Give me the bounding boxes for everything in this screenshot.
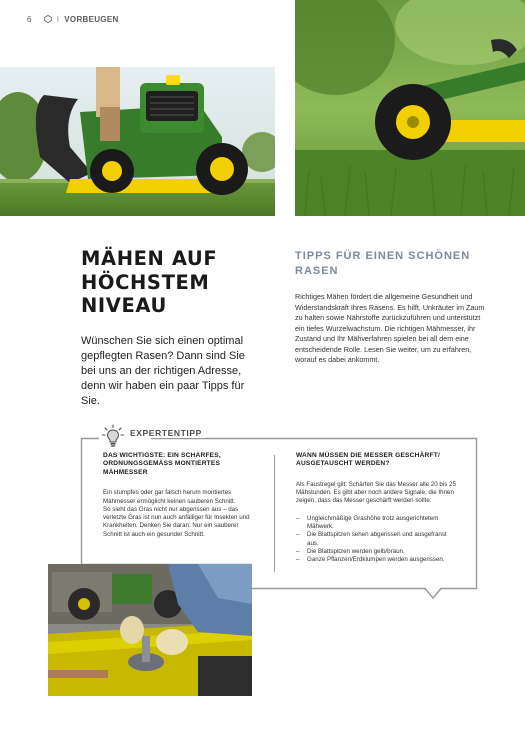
tip-question: DAS WICHTIGSTE: EIN SCHARFES, ORDNUNGSGEMÄSS MONTIERTES MÄHMESSER	[103, 452, 221, 476]
blade-maintenance-photo	[48, 564, 252, 696]
expert-tip-label: EXPERTENTIPP	[127, 428, 205, 438]
tip-answer: Ein stumpfes oder gar falsch herum montiertes Mähmesser ermöglicht keinen sauberen Schnitt.	[103, 489, 236, 505]
tip-question: WANN MÜSSEN DIE MESSER GESCHÄRFT/ AUSGETAUSCHT WERDEN?	[296, 452, 440, 468]
list-item: – Die Blattspitzen werden gelb/braun.	[296, 548, 456, 556]
main-title-line: MÄHEN AUF	[81, 247, 218, 270]
list-item: – Ganze Pflanzen/Erdklumpen werden ausgerissen.	[296, 556, 456, 564]
signal-list	[296, 515, 456, 565]
main-title	[81, 247, 281, 318]
mower-wheel-grass-photo	[295, 0, 525, 216]
hexagon-icon	[44, 15, 52, 23]
tip-answer: Als Faustregel gilt: Schärfen Sie das Messer alle 20 bis 25 Mähstunden. Es gibt aber noch andere Signale, die Ihnen zeigen, dass das Messer geschärft werden sollte:	[296, 480, 456, 505]
intro-text: Wünschen Sie sich einen optimal gepflegten Rasen? Dann sind Sie bei uns an der richtigen Adresse, denn wir haben ein paar Tipps für Sie.	[81, 335, 245, 407]
page-header	[27, 13, 119, 25]
section-name: VORBEUGEN	[64, 14, 119, 24]
riding-mower-photo	[0, 67, 275, 216]
list-item: – Ungleichmäßige Grashöhe trotz ausgerichtetem Mähwerk.	[296, 515, 456, 532]
main-title-line: NIVEAU	[81, 294, 167, 317]
tip-column-sharp-blade	[103, 452, 253, 539]
column-divider	[274, 455, 275, 572]
header-separator: I	[56, 14, 60, 24]
main-title-line: HÖCHSTEM	[81, 270, 210, 294]
tip-answer: So sieht das Gras nicht nur abgerissen aus – das verletzte Gras ist nun auch anfälliger für Insekten und Krankheiten. Denken Sie daran: Nur ein sauberer Schnitt ist auch ein gesunder Schnitt.	[103, 505, 250, 538]
tips-body: Richtiges Mähen fördert die allgemeine Gesundheit und Widerstandskraft Ihres Rasens. Es hilft, Unkräuter im Zaum zu halten sowie Nährstoffe zurückzuführen und unterstützt ein tiefes Wurzelwachstum. Die richtigen Mähmesser, ihr Zustand und Ihr Mähverfahren spielen bei all dem eine entscheidende Rolle. Lesen Sie weiter, um zu erfahren, worauf es dabei ankommt.	[295, 292, 485, 364]
lightbulb-icon	[101, 424, 125, 448]
tips-title: TIPPS FÜR EINEN SCHÖNEN RASEN	[295, 250, 471, 277]
page-number: 6	[27, 14, 32, 24]
tip-column-when-sharpen	[296, 452, 456, 564]
list-item: – Die Blattspitzen sehen abgerissen und ausgefranst aus.	[296, 531, 456, 548]
